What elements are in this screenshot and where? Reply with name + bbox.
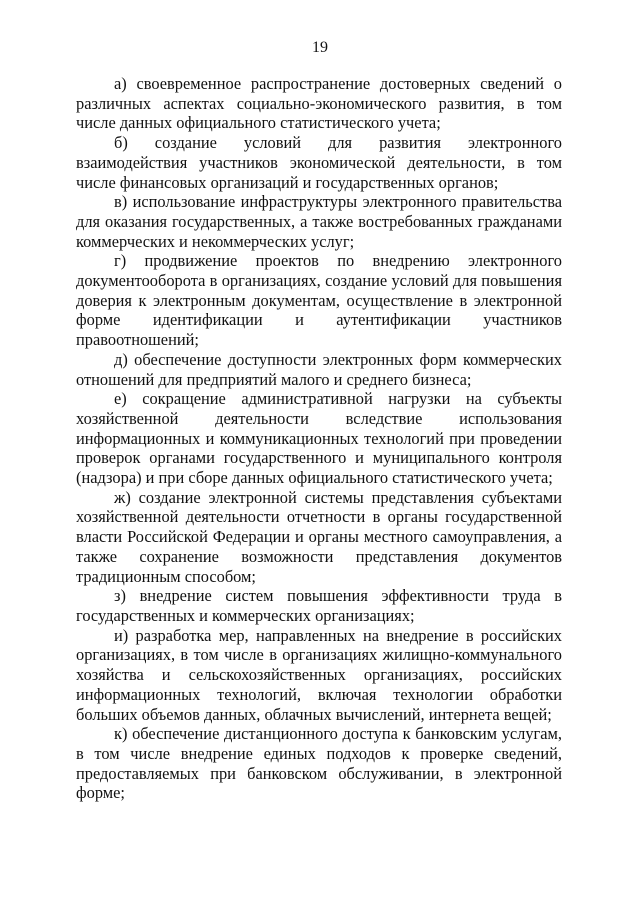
list-item-v: в) использование инфраструктуры электронного правительства для оказания государственных, а также востребованных гражданами коммерческих и некоммерческих услуг; [76, 192, 562, 251]
page-number: 19 [312, 39, 328, 56]
list-item-b: б) создание условий для развития электронного взаимодействия участников экономической деятельности, в том числе финансовых организаций и государственных органов; [76, 133, 562, 192]
list-item-i: и) разработка мер, направленных на внедрение в российских организациях, в том числе в организациях жилищно-коммунального хозяйства и сельскохозяйственных организациях, российских информационных технологий, включая технологии обработки больших объемов данных, облачных вычислений, интернета вещей; [76, 625, 562, 724]
list-item-d: д) обеспечение доступности электронных форм коммерческих отношений для предприятий малого и среднего бизнеса; [76, 349, 562, 389]
document-body [76, 74, 562, 803]
list-item-z: з) внедрение систем повышения эффективности труда в государственных и коммерческих организациях; [76, 586, 562, 625]
list-item-k: к) обеспечение дистанционного доступа к банковским услугам, в том числе внедрение единых подходов к проверке сведений, предоставляемых при банковском обслуживании, в электронной форме; [76, 724, 562, 803]
list-item-a: а) своевременное распространение достоверных сведений о различных аспектах социально-экономического развития, в том числе данных официального статистического учета; [76, 74, 562, 133]
list-item-g: г) продвижение проектов по внедрению электронного документооборота в организациях, создание условий для повышения доверия к электронным документам, осуществление в электронной форме идентификации и аутентификации участников правоотношений; [76, 251, 562, 350]
list-item-e: е) сокращение административной нагрузки на субъекты хозяйственной деятельности вследствие использования информационных и коммуникационных технологий при проведении проверок органами государственного и муниципального контроля (надзора) и при сборе данных официального статистического учета; [76, 389, 562, 488]
list-item-zh: ж) создание электронной системы представления субъектами хозяйственной деятельности отчетности в органы государственной власти Российской Федерации и органы местного самоуправления, а также сохранение возможности представления документов традиционным способом; [76, 487, 562, 586]
